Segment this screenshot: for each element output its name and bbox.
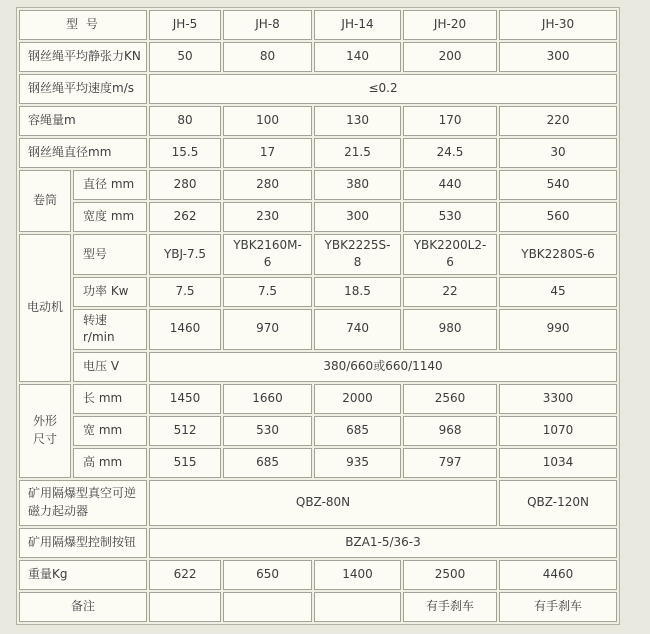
dim-width-label: 宽 mm <box>73 416 147 446</box>
row-dim-width <box>19 416 617 446</box>
remarks-jh-8 <box>223 592 312 622</box>
weight-jh-20: 2500 <box>403 560 497 590</box>
motor-group-label: 电动机 <box>19 234 71 382</box>
weight-jh-8: 650 <box>223 560 312 590</box>
dim-width-jh-8: 530 <box>223 416 312 446</box>
motor-voltage-value: 380/660或660/1140 <box>149 352 617 382</box>
motor-power-jh-8: 7.5 <box>223 277 312 307</box>
static-tension-jh-14: 140 <box>314 42 401 72</box>
remarks-jh-20: 有手刹车 <box>403 592 497 622</box>
dim-length-jh-5: 1450 <box>149 384 221 414</box>
header-model-jh-30: JH-30 <box>499 10 617 40</box>
header-model-jh-14: JH-14 <box>314 10 401 40</box>
static-tension-label: 钢丝绳平均静张力KN <box>19 42 147 72</box>
header-row <box>19 10 617 40</box>
motor-model-jh-8: YBK2160M-6 <box>223 234 312 275</box>
motor-power-jh-5: 7.5 <box>149 277 221 307</box>
starter-value-jh5-to-jh20: QBZ-80N <box>149 480 497 526</box>
drum-width-jh-30: 560 <box>499 202 617 232</box>
avg-speed-value: ≤0.2 <box>149 74 617 104</box>
motor-power-jh-14: 18.5 <box>314 277 401 307</box>
control-button-value: BZA1-5/36-3 <box>149 528 617 558</box>
motor-model-label: 型号 <box>73 234 147 275</box>
dim-height-jh-20: 797 <box>403 448 497 478</box>
dim-length-jh-30: 3300 <box>499 384 617 414</box>
motor-speed-jh-8: 970 <box>223 309 312 350</box>
dim-width-jh-14: 685 <box>314 416 401 446</box>
dimensions-group-label <box>19 384 71 478</box>
rope-capacity-label: 容绳量m <box>19 106 147 136</box>
drum-diameter-label: 直径 mm <box>73 170 147 200</box>
row-drum-diameter <box>19 170 617 200</box>
motor-model-jh-30: YBK2280S-6 <box>499 234 617 275</box>
motor-model-jh-5: YBJ-7.5 <box>149 234 221 275</box>
motor-speed-jh-14: 740 <box>314 309 401 350</box>
motor-model-jh-20: YBK2200L2-6 <box>403 234 497 275</box>
rope-diameter-jh-5: 15.5 <box>149 138 221 168</box>
dim-width-jh-5: 512 <box>149 416 221 446</box>
row-starter <box>19 480 617 526</box>
static-tension-jh-30: 300 <box>499 42 617 72</box>
weight-label: 重量Kg <box>19 560 147 590</box>
drum-width-jh-8: 230 <box>223 202 312 232</box>
starter-label: 矿用隔爆型真空可逆磁力起动器 <box>19 480 147 526</box>
dim-height-jh-30: 1034 <box>499 448 617 478</box>
rope-diameter-jh-8: 17 <box>223 138 312 168</box>
row-motor-model <box>19 234 617 275</box>
row-avg-speed <box>19 74 617 104</box>
dim-height-label: 高 mm <box>73 448 147 478</box>
dim-height-jh-5: 515 <box>149 448 221 478</box>
header-model-jh-20: JH-20 <box>403 10 497 40</box>
weight-jh-14: 1400 <box>314 560 401 590</box>
row-rope-diameter <box>19 138 617 168</box>
header-model-jh-5: JH-5 <box>149 10 221 40</box>
motor-model-jh-14: YBK2225S-8 <box>314 234 401 275</box>
drum-diameter-jh-20: 440 <box>403 170 497 200</box>
row-weight <box>19 560 617 590</box>
row-motor-speed <box>19 309 617 350</box>
motor-power-label: 功率 Kw <box>73 277 147 307</box>
weight-jh-5: 622 <box>149 560 221 590</box>
motor-speed-jh-30: 990 <box>499 309 617 350</box>
row-dim-height <box>19 448 617 478</box>
remarks-jh-14 <box>314 592 401 622</box>
drum-group-label: 卷筒 <box>19 170 71 232</box>
motor-voltage-label: 电压 V <box>73 352 147 382</box>
drum-diameter-jh-30: 540 <box>499 170 617 200</box>
rope-capacity-jh-14: 130 <box>314 106 401 136</box>
static-tension-jh-20: 200 <box>403 42 497 72</box>
static-tension-jh-8: 80 <box>223 42 312 72</box>
header-model-label: 型 号 <box>19 10 147 40</box>
motor-speed-jh-20: 980 <box>403 309 497 350</box>
weight-jh-30: 4460 <box>499 560 617 590</box>
row-drum-width <box>19 202 617 232</box>
rope-capacity-jh-5: 80 <box>149 106 221 136</box>
rope-capacity-jh-30: 220 <box>499 106 617 136</box>
row-static-tension <box>19 42 617 72</box>
avg-speed-label: 钢丝绳平均速度m/s <box>19 74 147 104</box>
drum-diameter-jh-8: 280 <box>223 170 312 200</box>
rope-diameter-jh-20: 24.5 <box>403 138 497 168</box>
row-rope-capacity <box>19 106 617 136</box>
drum-diameter-jh-5: 280 <box>149 170 221 200</box>
remarks-label: 备注 <box>19 592 147 622</box>
remarks-jh-30: 有手刹车 <box>499 592 617 622</box>
control-button-label: 矿用隔爆型控制按钮 <box>19 528 147 558</box>
dimensions-group-label-text: 外形尺寸 <box>33 414 58 446</box>
header-model-jh-8: JH-8 <box>223 10 312 40</box>
row-motor-power <box>19 277 617 307</box>
drum-width-jh-5: 262 <box>149 202 221 232</box>
row-remarks <box>19 592 617 622</box>
drum-diameter-jh-14: 380 <box>314 170 401 200</box>
row-dim-length <box>19 384 617 414</box>
starter-value-jh30: QBZ-120N <box>499 480 617 526</box>
rope-diameter-jh-14: 21.5 <box>314 138 401 168</box>
row-motor-voltage <box>19 352 617 382</box>
dim-width-jh-30: 1070 <box>499 416 617 446</box>
remarks-jh-5 <box>149 592 221 622</box>
dim-length-jh-8: 1660 <box>223 384 312 414</box>
dim-height-jh-8: 685 <box>223 448 312 478</box>
rope-diameter-jh-30: 30 <box>499 138 617 168</box>
dim-length-label: 长 mm <box>73 384 147 414</box>
drum-width-label: 宽度 mm <box>73 202 147 232</box>
dim-length-jh-20: 2560 <box>403 384 497 414</box>
rope-capacity-jh-20: 170 <box>403 106 497 136</box>
dim-width-jh-20: 968 <box>403 416 497 446</box>
dim-length-jh-14: 2000 <box>314 384 401 414</box>
motor-power-jh-20: 22 <box>403 277 497 307</box>
drum-width-jh-20: 530 <box>403 202 497 232</box>
drum-width-jh-14: 300 <box>314 202 401 232</box>
static-tension-jh-5: 50 <box>149 42 221 72</box>
rope-capacity-jh-8: 100 <box>223 106 312 136</box>
spec-table <box>16 7 620 625</box>
row-control-button <box>19 528 617 558</box>
rope-diameter-label: 钢丝绳直径mm <box>19 138 147 168</box>
dim-height-jh-14: 935 <box>314 448 401 478</box>
motor-power-jh-30: 45 <box>499 277 617 307</box>
motor-speed-jh-5: 1460 <box>149 309 221 350</box>
motor-speed-label: 转速 r/min <box>73 309 147 350</box>
